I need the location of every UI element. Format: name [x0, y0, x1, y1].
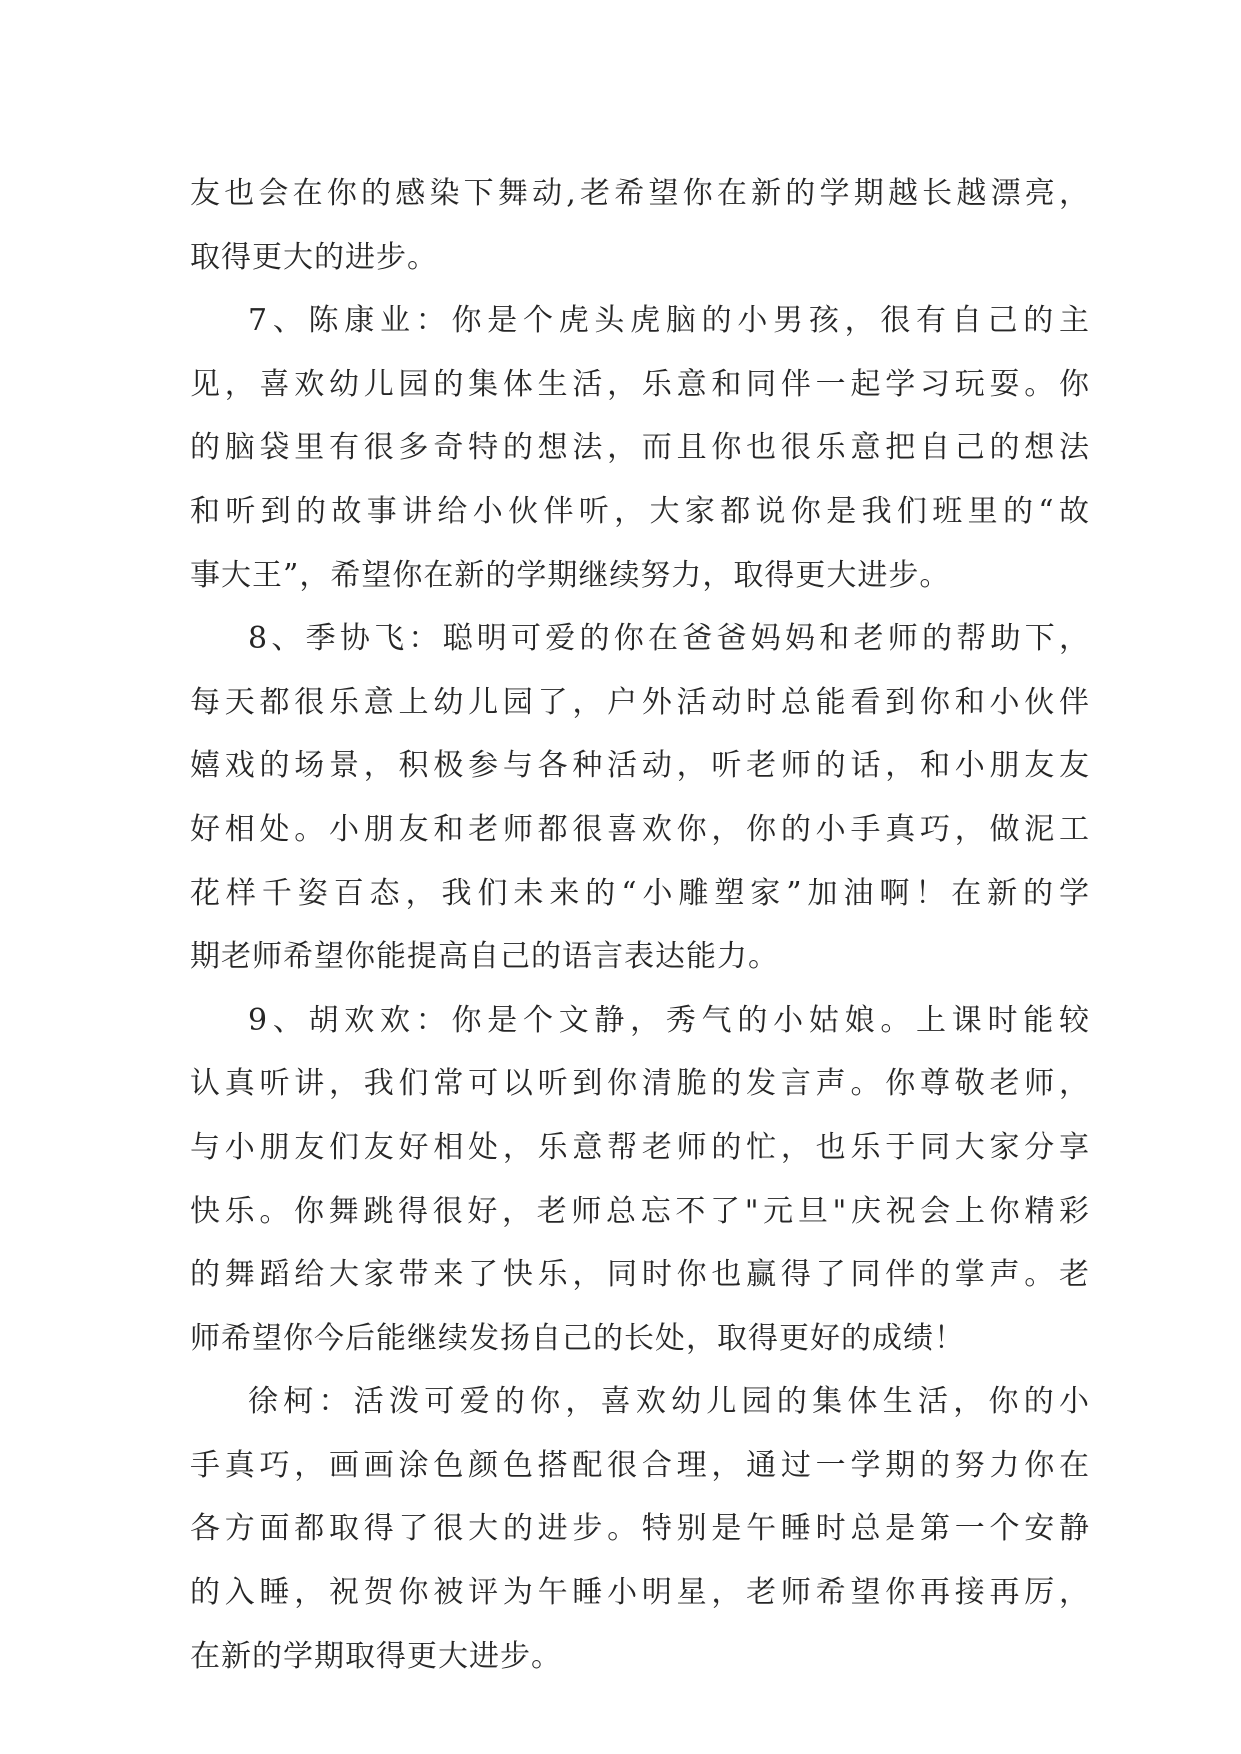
text-line: 见，喜欢幼儿园的集体生活，乐意和同伴一起学习玩耍。你 — [190, 366, 1090, 402]
text-line: 各方面都取得了很大的进步。特别是午睡时总是第一个安静 — [190, 1511, 1090, 1547]
text-line: 师希望你今后能继续发扬自己的长处，取得更好的成绩！ — [190, 1320, 965, 1356]
text-line: 花样千姿百态，我们未来的“小雕塑家”加油啊！在新的学 — [190, 875, 1090, 911]
paragraph-continued — [190, 162, 1090, 289]
paragraph-item-8 — [190, 607, 1090, 989]
text-line: 7、陈康业：你是个虎头虎脑的小男孩，很有自己的主 — [248, 303, 1090, 339]
text-line: 嬉戏的场景，积极参与各种活动，听老师的话，和小朋友友 — [190, 748, 1090, 784]
text-line: 与小朋友们友好相处，乐意帮老师的忙，也乐于同大家分享 — [190, 1129, 1090, 1165]
text-line: 每天都很乐意上幼儿园了，户外活动时总能看到你和小伙伴 — [190, 684, 1090, 720]
text-line: 事大王”，希望你在新的学期继续努力，取得更大进步。 — [190, 557, 951, 593]
text-line: 徐柯：活泼可爱的你，喜欢幼儿园的集体生活，你的小 — [248, 1384, 1090, 1420]
paragraph-item-9 — [190, 989, 1090, 1371]
text-line: 期老师希望你能提高自己的语言表达能力。 — [190, 939, 779, 975]
text-line: 8、季协飞：聪明可爱的你在爸爸妈妈和老师的帮助下， — [248, 621, 1090, 657]
text-line: 认真听讲，我们常可以听到你清脆的发言声。你尊敬老师， — [190, 1066, 1090, 1102]
text-line: 的舞蹈给大家带来了快乐，同时你也赢得了同伴的掌声。老 — [190, 1257, 1090, 1293]
text-line: 在新的学期取得更大进步。 — [190, 1638, 562, 1674]
text-line: 好相处。小朋友和老师都很喜欢你，你的小手真巧，做泥工 — [190, 811, 1090, 847]
text-line: 快乐。你舞跳得很好，老师总忘不了"元旦"庆祝会上你精彩 — [190, 1193, 1090, 1229]
text-line: 9、胡欢欢：你是个文静，秀气的小姑娘。上课时能较 — [248, 1002, 1090, 1038]
paragraph-xu-ke — [190, 1370, 1090, 1688]
text-line: 手真巧，画画涂色颜色搭配很合理，通过一学期的努力你在 — [190, 1447, 1090, 1483]
text-line: 的脑袋里有很多奇特的想法，而且你也很乐意把自己的想法 — [190, 430, 1090, 466]
paragraph-item-7 — [190, 289, 1090, 607]
text-line: 取得更大的进步。 — [190, 239, 438, 275]
text-line: 友也会在你的感染下舞动,老希望你在新的学期越长越漂亮， — [190, 176, 1090, 211]
body-text — [190, 162, 1090, 1688]
text-line: 的入睡，祝贺你被评为午睡小明星，老师希望你再接再厉， — [190, 1575, 1090, 1611]
text-line: 和听到的故事讲给小伙伴听，大家都说你是我们班里的“故 — [190, 493, 1090, 529]
